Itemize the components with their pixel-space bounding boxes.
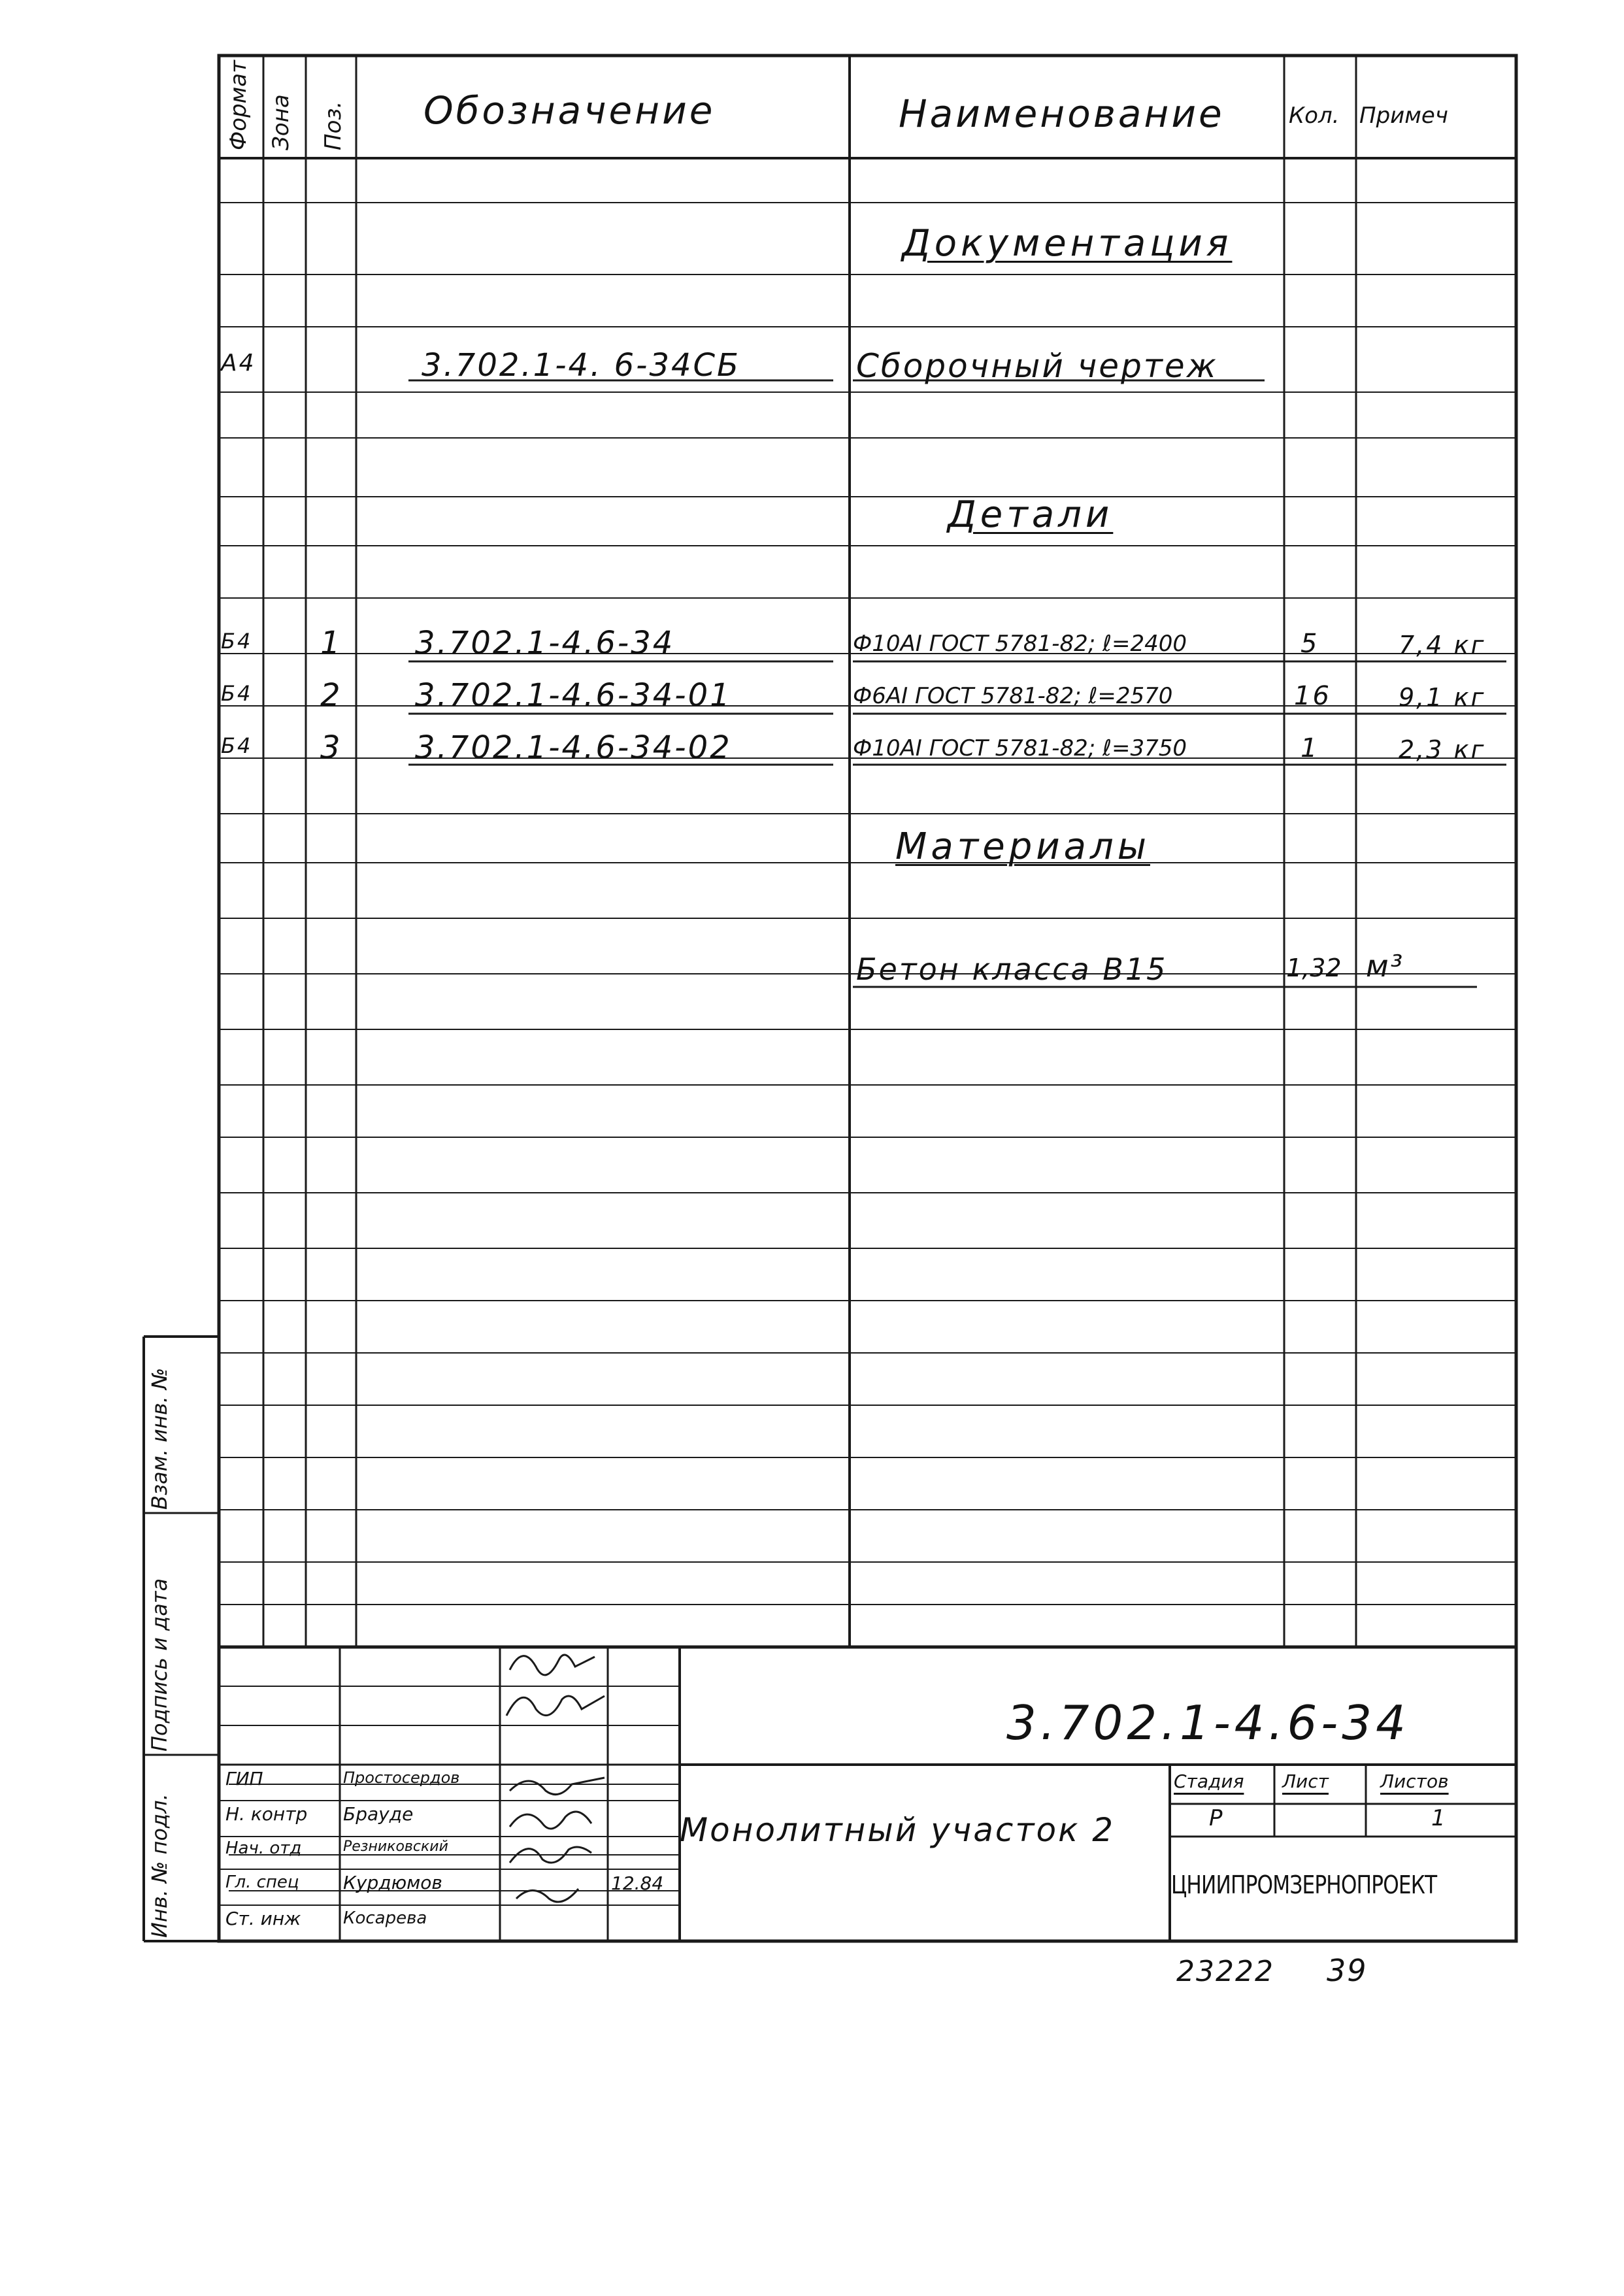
sheets-label: Листов <box>1380 1771 1449 1792</box>
stage-value: Р <box>1209 1805 1223 1831</box>
sheet-label: Лист <box>1282 1771 1329 1792</box>
part-row-1-name: Ф10АI ГОСТ 5781-82; ℓ=2400 <box>853 631 1187 657</box>
date: 12.84 <box>611 1872 664 1894</box>
material-row-qty: 1,32 <box>1286 954 1342 982</box>
part-row-2-note: 9,1 кг <box>1399 683 1486 712</box>
header-qty: Кол. <box>1289 103 1340 129</box>
section-materials: Материалы <box>895 825 1150 868</box>
part-row-2-qty: 16 <box>1294 681 1331 711</box>
staff-name-5: Косарева <box>343 1908 427 1928</box>
part-row-3-format: Б4 <box>221 733 253 758</box>
part-row-3-designation: 3.702.1-4.6-34-02 <box>415 729 732 766</box>
drawing-title: Монолитный участок 2 <box>680 1811 1116 1849</box>
staff-role-5: Ст. инж <box>225 1908 301 1929</box>
side-stamp-signature-date: Подпись и дата <box>147 1578 172 1752</box>
section-documentation: Документация <box>902 222 1233 265</box>
header-pos: Поз. <box>320 101 346 150</box>
material-row-name: Бетон класса В15 <box>856 952 1168 987</box>
header-designation: Обозначение <box>423 88 716 133</box>
header-name: Наименование <box>899 92 1225 136</box>
part-row-1-qty: 5 <box>1301 629 1319 659</box>
staff-name-2: Брауде <box>343 1803 414 1825</box>
part-row-3-name: Ф10АI ГОСТ 5781-82; ℓ=3750 <box>853 735 1187 761</box>
part-row-2-name: Ф6АI ГОСТ 5781-82; ℓ=2570 <box>853 683 1173 709</box>
sheets-value: 1 <box>1431 1805 1446 1831</box>
part-row-1-format: Б4 <box>221 629 253 654</box>
part-row-1-designation: 3.702.1-4.6-34 <box>415 625 675 661</box>
part-row-1-note: 7,4 кг <box>1399 631 1486 659</box>
document-code: 3.702.1-4.6-34 <box>1006 1695 1410 1750</box>
staff-name-3: Резниковский <box>343 1838 448 1855</box>
doc-row-format: А4 <box>221 350 256 376</box>
side-stamp-inv-podl: Инв. № подл. <box>147 1793 172 1938</box>
side-stamp-vzam-inv: Взам. инв. № <box>147 1367 172 1510</box>
part-row-2-pos: 2 <box>320 677 342 714</box>
doc-row-name: Сборочный чертеж <box>856 347 1218 385</box>
part-row-3-pos: 3 <box>320 729 342 766</box>
doc-row-designation: 3.702.1-4. 6-34СБ <box>422 347 740 384</box>
staff-name-1: Простосердов <box>343 1769 460 1787</box>
organization: ЦНИИПРОМЗЕРНОПРОЕКТ <box>1171 1871 1437 1899</box>
staff-role-1: ГИП <box>225 1768 263 1789</box>
header-note: Примеч <box>1359 103 1448 129</box>
material-row-note: м³ <box>1366 948 1405 984</box>
section-parts: Детали <box>948 493 1114 536</box>
part-row-2-format: Б4 <box>221 681 253 706</box>
part-row-3-qty: 1 <box>1301 733 1319 763</box>
staff-role-4: Гл. спец <box>225 1872 299 1892</box>
page-number: 39 <box>1327 1953 1368 1988</box>
part-row-1-pos: 1 <box>320 625 342 661</box>
header-format: Формат <box>225 60 252 150</box>
header-zone: Зона <box>268 94 294 150</box>
staff-role-2: Н. контр <box>225 1803 308 1825</box>
staff-role-3: Нач. отд <box>225 1838 302 1858</box>
archive-number: 23222 <box>1176 1955 1274 1988</box>
part-row-3-note: 2,3 кг <box>1399 735 1486 764</box>
staff-name-4: Курдюмов <box>343 1872 442 1893</box>
stage-label: Стадия <box>1174 1771 1244 1792</box>
part-row-2-designation: 3.702.1-4.6-34-01 <box>415 677 732 714</box>
